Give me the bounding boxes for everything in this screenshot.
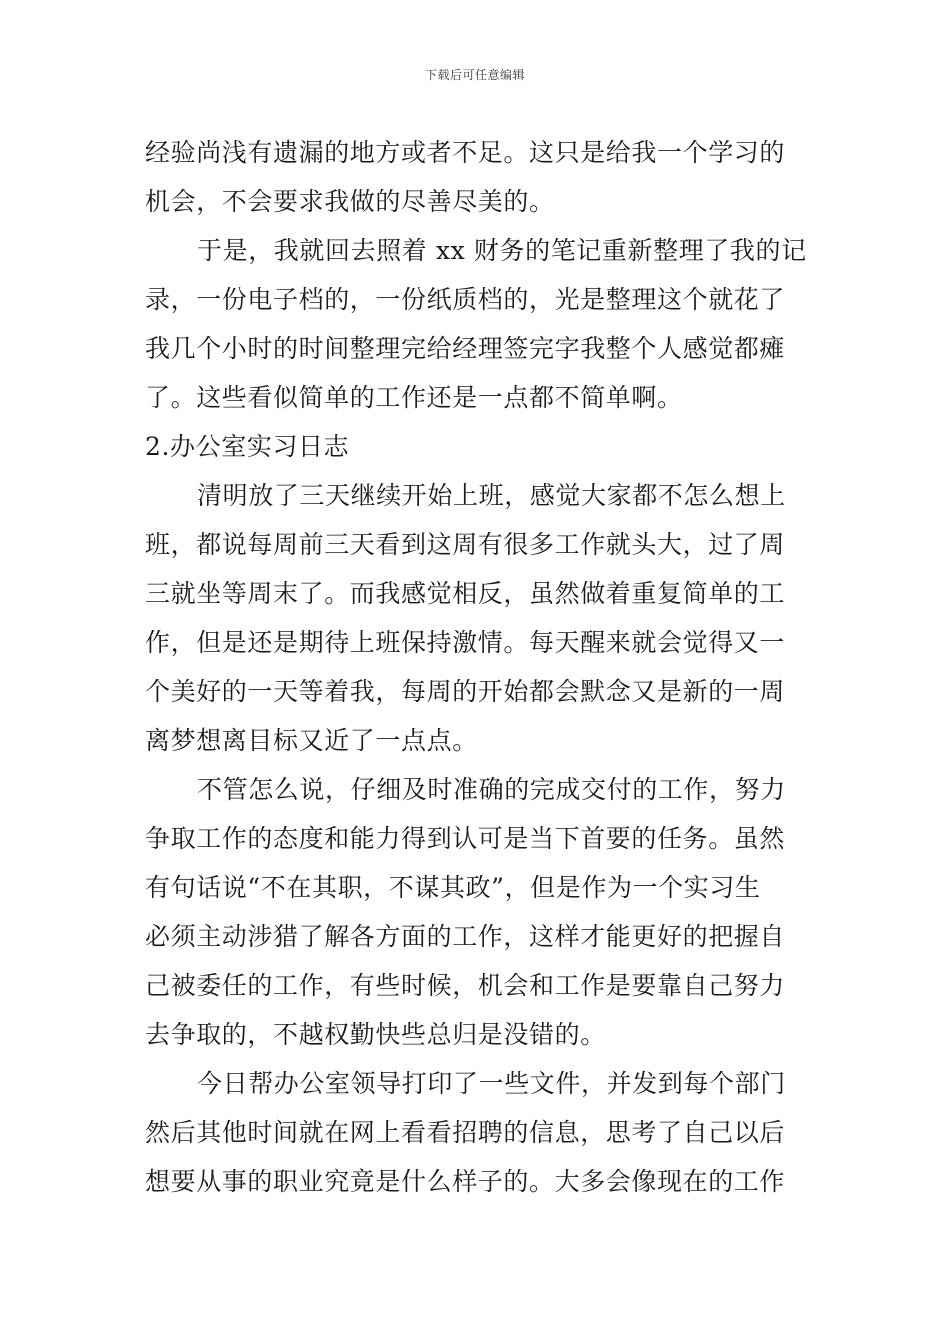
paragraph-line: 己被委任的工作，有些时候，机会和工作是要靠自己努力 xyxy=(145,971,786,1000)
paragraph-line: 清明放了三天继续开始上班，感觉大家都不怎么想上 xyxy=(197,481,786,510)
paragraph-line: 离梦想离目标又近了一点点。 xyxy=(145,726,478,755)
paragraph-line: 录，一份电子档的，一份纸质档的，光是整理这个就花了 xyxy=(145,285,786,314)
paragraph-line: 了。这些看似简单的工作还是一点都不简单啊。 xyxy=(145,383,683,412)
paragraph-line: 必须主动涉猎了解各方面的工作，这样才能更好的把握自 xyxy=(145,922,786,951)
paragraph-line: 作，但是还是期待上班保持激情。每天醒来就会觉得又一 xyxy=(145,628,786,657)
paragraph-line: 今日帮办公室领导打印了一些文件，并发到每个部门 xyxy=(197,1069,786,1098)
page-header-note: 下载后可任意编辑 xyxy=(424,68,525,82)
paragraph-line: 然后其他时间就在网上看看招聘的信息，思考了自己以后 xyxy=(145,1118,786,1147)
paragraph-line: 有句话说“不在其职，不谋其政”，但是作为一个实习生 xyxy=(145,873,761,902)
paragraph-line: 个美好的一天等着我，每周的开始都会默念又是新的一周 xyxy=(145,677,786,706)
document-body xyxy=(145,128,810,1206)
paragraph-line: 于是，我就回去照着 xx 财务的笔记重新整理了我的记 xyxy=(197,236,807,265)
paragraph-line: 争取工作的态度和能力得到认可是当下首要的任务。虽然 xyxy=(145,824,786,853)
paragraph-line: 三就坐等周末了。而我感觉相反，虽然做着重复简单的工 xyxy=(145,579,786,608)
paragraph-line: 想要从事的职业究竟是什么样子的。大多会像现在的工作 xyxy=(145,1167,786,1196)
section-heading: 2.办公室实习日志 xyxy=(145,432,350,461)
paragraph-line: 去争取的，不越权勤快些总归是没错的。 xyxy=(145,1020,606,1049)
paragraph-line: 机会，不会要求我做的尽善尽美的。 xyxy=(145,187,555,216)
paragraph-line: 不管怎么说，仔细及时准确的完成交付的工作，努力 xyxy=(197,775,786,804)
paragraph-line: 我几个小时的时间整理完给经理签完字我整个人感觉都瘫 xyxy=(145,334,786,363)
paragraph-line: 班，都说每周前三天看到这周有很多工作就头大，过了周 xyxy=(145,530,786,559)
paragraph-line: 经验尚浅有遗漏的地方或者不足。这只是给我一个学习的 xyxy=(145,138,786,167)
